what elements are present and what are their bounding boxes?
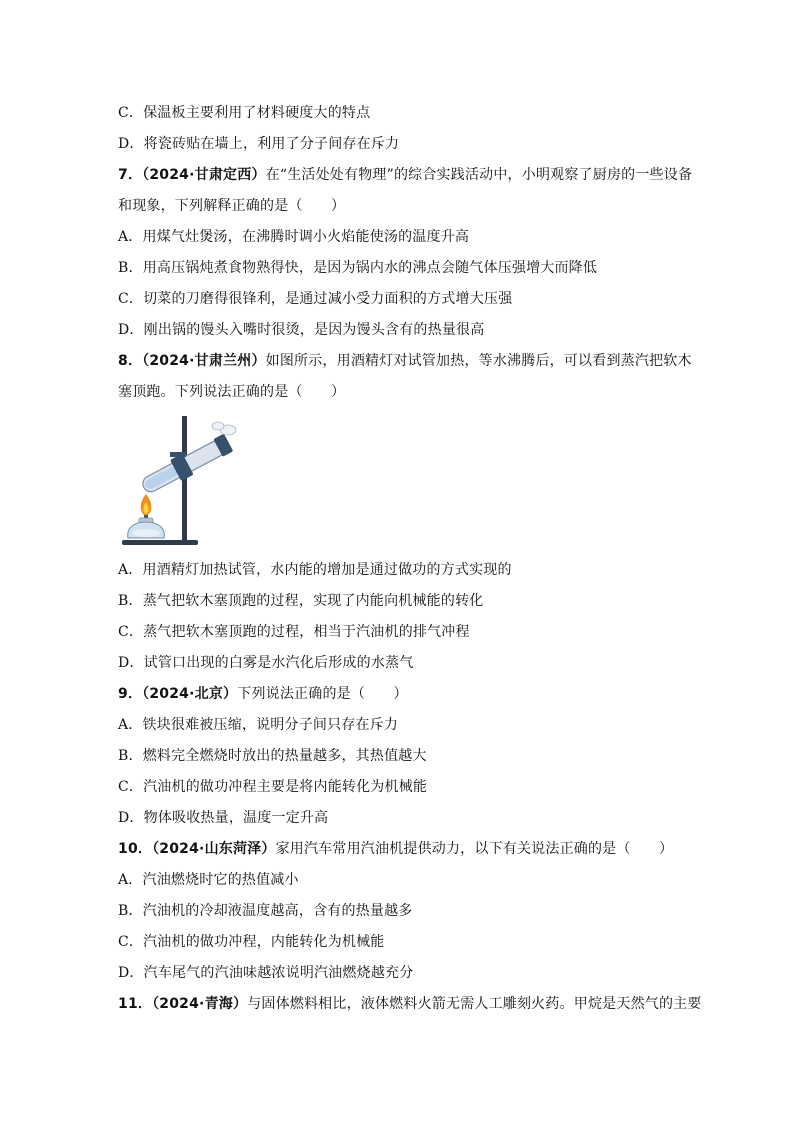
q9-option-b: B．燃料完全燃烧时放出的热量越多，其热值越大 [118,748,427,764]
steam-puff [212,422,236,435]
q7-stem-cont: 和现象，下列解释正确的是（ ） [118,198,346,214]
q7-option-d: D．刚出锅的馒头入嘴时很烫，是因为馒头含有的热量很高 [118,322,485,338]
q7-number: 7． [118,167,143,183]
q9-option-d: D．物体吸收热量，温度一定升高 [118,810,329,826]
q7-text: 在“生活处处有物理”的综合实践活动中，小明观察了厨房的一些设备 [265,167,693,183]
alcohol-lamp-test-tube-figure [118,412,248,552]
q10-option-b: B．汽油机的冷却液温度越高，含有的热量越多 [118,903,413,919]
q10-source: （2024·山东菏泽） [152,841,276,857]
q8-option-d: D．试管口出现的白雾是水汽化后形成的水蒸气 [118,655,414,671]
q8-number: 8． [118,353,143,369]
q9-option-c: C．汽油机的做功冲程主要是将内能转化为机械能 [118,779,428,795]
q9-source: （2024·北京） [142,686,238,702]
q7-option-b: B．用高压锅炖煮食物熟得快，是因为锅内水的沸点会随气体压强增大而降低 [118,260,598,276]
q11-number: 11． [118,996,153,1012]
q7-option-a: A．用煤气灶煲汤，在沸腾时调小火焰能使汤的温度升高 [118,229,470,245]
q10-option-d: D．汽车尾气的汽油味越浓说明汽油燃烧越充分 [118,965,414,981]
q11-source: （2024·青海） [152,996,248,1012]
q8-stem [118,351,692,371]
q6-option-d: D．将瓷砖贴在墙上，利用了分子间存在斥力 [118,136,400,152]
q8-source: （2024·甘肃兰州） [142,353,266,369]
q10-option-c: C．汽油机的做功冲程，内能转化为机械能 [118,934,385,950]
q11-text: 与固体燃料相比，液体燃料火箭无需人工雕刻火药。甲烷是天然气的主要 [247,996,702,1012]
q9-stem [118,684,408,704]
q9-number: 9． [118,686,143,702]
q10-stem [118,839,673,859]
q9-option-a: A．铁块很难被压缩，说明分子间只存在斥力 [118,717,399,733]
q6-option-c: C．保温板主要利用了材料硬度大的特点 [118,105,371,121]
q8-stem-cont: 塞顶跑。下列说法正确的是（ ） [118,384,346,400]
q8-option-a: A．用酒精灯加热试管，水内能的增加是通过做功的方式实现的 [118,562,512,578]
q10-option-a: A．汽油燃烧时它的热值减小 [118,872,299,888]
q7-source: （2024·甘肃定西） [142,167,266,183]
q8-option-c: C．蒸气把软木塞顶跑的过程，相当于汽油机的排气冲程 [118,624,470,640]
q7-option-c: C．切菜的刀磨得很锋利，是通过减小受力面积的方式增大压强 [118,291,513,307]
q9-text: 下列说法正确的是（ ） [237,686,408,702]
alcohol-lamp-test-tube-icon [118,412,248,552]
q7-stem [118,165,692,185]
flame [141,494,152,516]
q8-text: 如图所示，用酒精灯对试管加热，等水沸腾后，可以看到蒸汽把软木 [265,353,692,369]
q10-text: 家用汽车常用汽油机提供动力，以下有关说法正确的是（ ） [275,841,674,857]
q11-stem [118,994,702,1014]
q8-option-b: B．蒸气把软木塞顶跑的过程，实现了内能向机械能的转化 [118,593,484,609]
q10-number: 10． [118,841,153,857]
